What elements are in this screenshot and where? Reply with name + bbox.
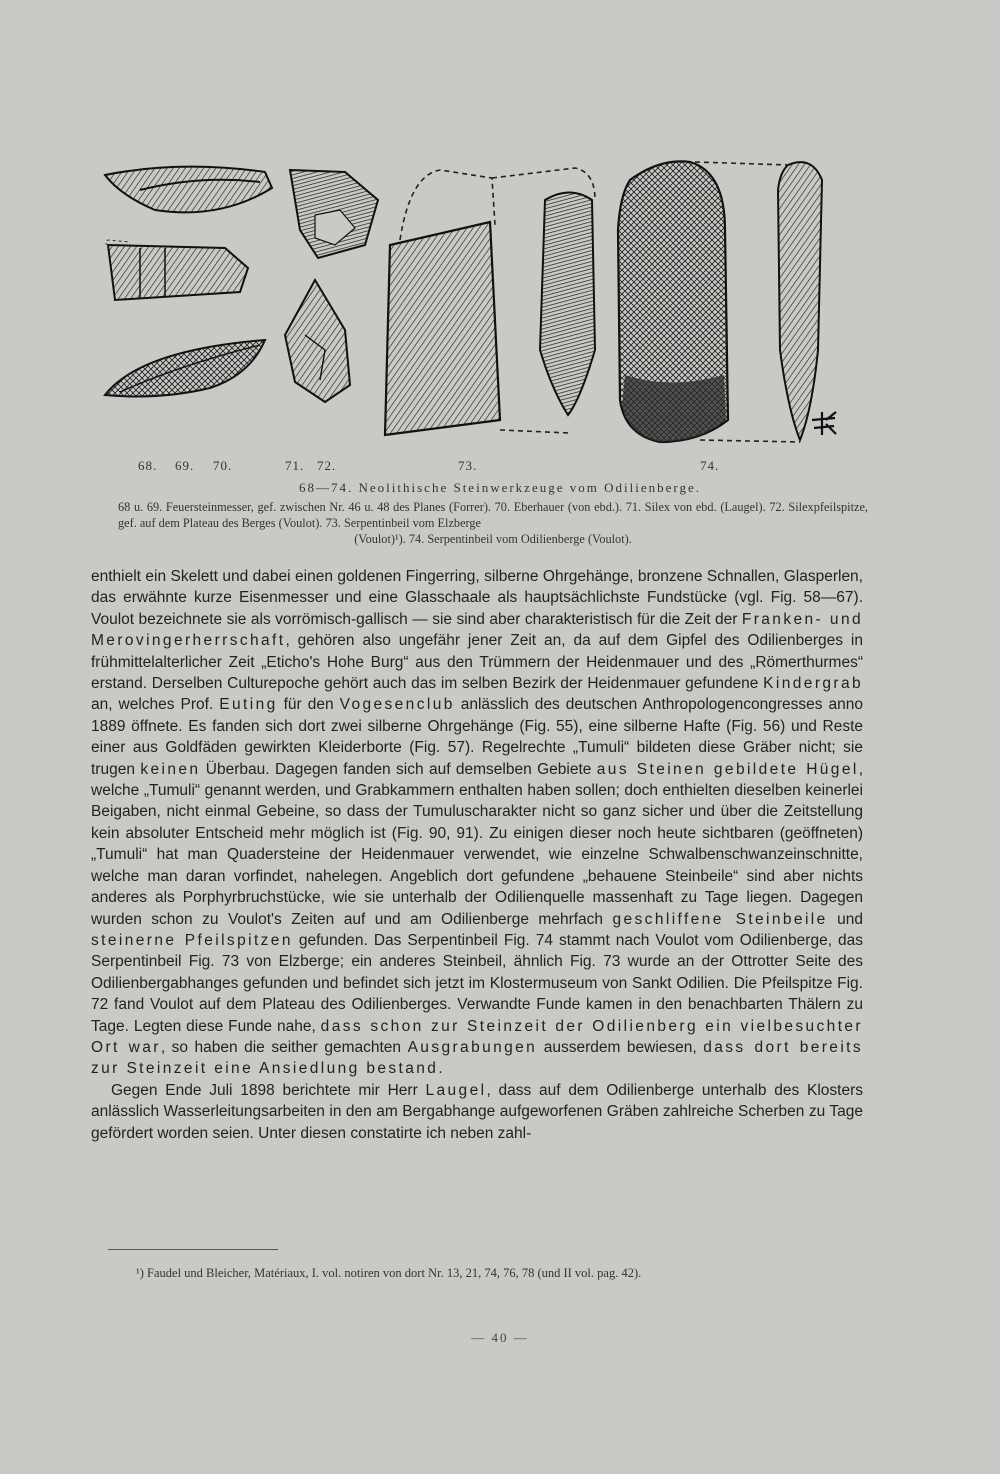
emphasis-text: Ausgrabungen [407,1038,538,1056]
text-run: ausserdem bewiesen, [537,1038,704,1056]
stone-tools-drawing [100,150,860,450]
text-run: an, welches Prof. [91,696,220,714]
paragraph-2 [91,1080,863,1144]
emphasis-text: aus Steinen gebildete Hügel [596,760,859,778]
emphasis-text: Kindergrab [763,675,863,693]
fig-number-73: 73. [458,458,478,473]
text-run: , gehören also ungefähr jener Zeit an, da auf dem Gipfel des Odilienberges in frühmittelalterlicher Zeit „Eticho's Hohe Burg“ aus den Trümmern der Heidenmauer und des „Römerthurmes“ erstand. Derselben Culturepoche gehört auch das im selben Bezirk der Heidenmauer gefundene [91,632,863,693]
emphasis-text: dass dort bereits zur Steinzeit eine Ansiedlung bestand [91,1038,864,1078]
text-run: , so haben die seither gemachten [160,1038,408,1056]
emphasis-text: dass schon zur Steinzeit der Odilienberg ein vielbesuchter Ort war [91,1017,863,1056]
emphasis-text: steinerne Pfeilspitzen [91,931,293,949]
text-run: für den [277,696,340,714]
text-run: Gegen Ende Juli 1898 berichtete mir Herr [111,1081,426,1099]
tool-69-flint-knife [106,240,249,300]
footnote-rule [108,1249,278,1250]
figure-numbers [0,458,1000,480]
tool-73-serpentine-axe-side [492,168,595,415]
fig-number-71: 71. [285,458,305,473]
figure-caption-text: 68 u. 69. Feuersteinmesser, gef. zwischen Nr. 46 u. 48 des Planes (Forrer). 70. Eberhauer (von ebd.). 71. Silex von ebd. (Laugel). 72. Silexpfeilspitze, gef. auf dem Plateau des Berges (Voulot). 73. Serpentinbeil vom Elzberge [118,500,868,530]
text-run: anlässlich des deutschen Anthropologencongresses anno 1889 öffnete. Es fanden sich dort zwei silberne Ohrgehänge (Fig. 55), eine silberne Hafte (Fig. 56) und Reste einer aus Goldfäden gewirkten Kleiderborte (Fig. 57). Regelrechte „Tumuli“ bildeten diese Gräber nicht; sie trugen [91,696,864,778]
tool-71-silex [290,170,378,258]
tool-72-arrowhead [285,280,350,402]
text-run: Überbau. Dagegen fanden sich auf demselben Gebiete [200,760,597,778]
paragraph-1 [91,566,863,1080]
emphasis-text: Laugel [425,1081,487,1099]
tool-74-serpentine-axe-front [618,161,728,442]
emphasis-text: Franken- und Merovingerherrschaft [91,610,863,650]
tool-68-flint-knife [105,167,272,213]
text-run: gefunden. Das Serpentinbeil Fig. 74 stammt nach Voulot vom Odilienberge, das Serpentinbeil Fig. 73 von Elzberge; ein anderes Steinbeil, ähnlich Fig. 73 wurde an der Ottrotter Seite des Odilienbergabhanges gefunden und befindet sich jetzt im Klostermuseum von Sankt Odilien. Die Pfeilspitze Fig. 72 fand Voulot auf dem Plateau des Odilienberges. Verwandte Funde kamen in den benachbarten Thälern zu Tage. Legten diese Funde nahe, [91,931,863,1035]
emphasis-text: keinen [140,760,201,778]
figure-title: 68—74. Neolithische Steinwerkzeuge vom Odilienberge. [299,480,701,495]
text-run: enthielt ein Skelett und dabei einen goldenen Fingerring, silberne Ohrgehänge, bronzene Schnallen, Glasperlen, das erwähnte kurze Eisenmesser und eine Glasschaale als hauptsächlichste Fundstücke (vgl. Fig. 58—67). Voulot bezeichnete sie als vorrömisch-gallisch — sie sind aber charakteristisch für die Zeit der [91,568,863,628]
fig-number-69: 69. [175,458,195,473]
emphasis-text: Vogesenclub [339,696,455,714]
fig-number-74: 74. [700,458,720,473]
text-run: , dass auf dem Odilienberge unterhalb des Klosters anlässlich Wasserleitungsarbeiten in den am Bergabhange aufgeworfenen Gräben zahlreiche Scherben zu Tage gefördert worden seien. Unter diesen constatirte ich neben zahl- [91,1081,863,1142]
emphasis-text: Euting [219,696,278,714]
tool-70-boar-tusk [105,340,265,396]
footnote: ¹) Faudel und Bleicher, Matériaux, I. vol. notiren von dort Nr. 13, 21, 74, 76, 78 (und II vol. pag. 42). [136,1266,642,1280]
artist-monogram-icon [812,412,836,435]
text-run: , welche „Tumuli“ genannt werden, und Grabkammern enthalten haben sollen; doch enthielten dieselben keinerlei Beigaben, nicht einmal Gebeine, so dass der Tumuluscharakter nicht so ganz sicher und über die Zeitstellung kein absoluter Entscheid mehr möglich ist (Fig. 90, 91). Zu einigen dieser noch heute sichtbaren (geöffneten) „Tumuli“ hat man Quadersteine der Heidenmauer verwendet, wie einzelne Schwalbenschwanzeinschnitte, welche man daran vorfindet, nahelegen. Angeblich dort gefundene „behauene Steinbeile“ sind aber nichts anderes als Porphyrbruchstücke, wie sie unterhalb der Odilienquelle massenhaft zu Tage liegen. Dagegen wurden schon zu Voulot's Zeiten auf und am Odilienberge mehrfach [91,760,864,928]
body-text [91,566,863,1144]
fig-number-72: 72. [317,458,337,473]
emphasis-text: geschliffene Steinbeile [612,910,828,928]
figure-caption [118,499,868,547]
text-run: und [827,910,863,928]
text-run: . [438,1060,443,1078]
figure-caption-last-line: (Voulot)¹). 74. Serpentinbeil vom Odilienberge (Voulot). [354,532,632,546]
fig-number-70: 70. [213,458,233,473]
stone-tools-illustration [100,150,860,450]
fig-number-68: 68. [138,458,158,473]
page-number: — 40 — [471,1330,529,1345]
